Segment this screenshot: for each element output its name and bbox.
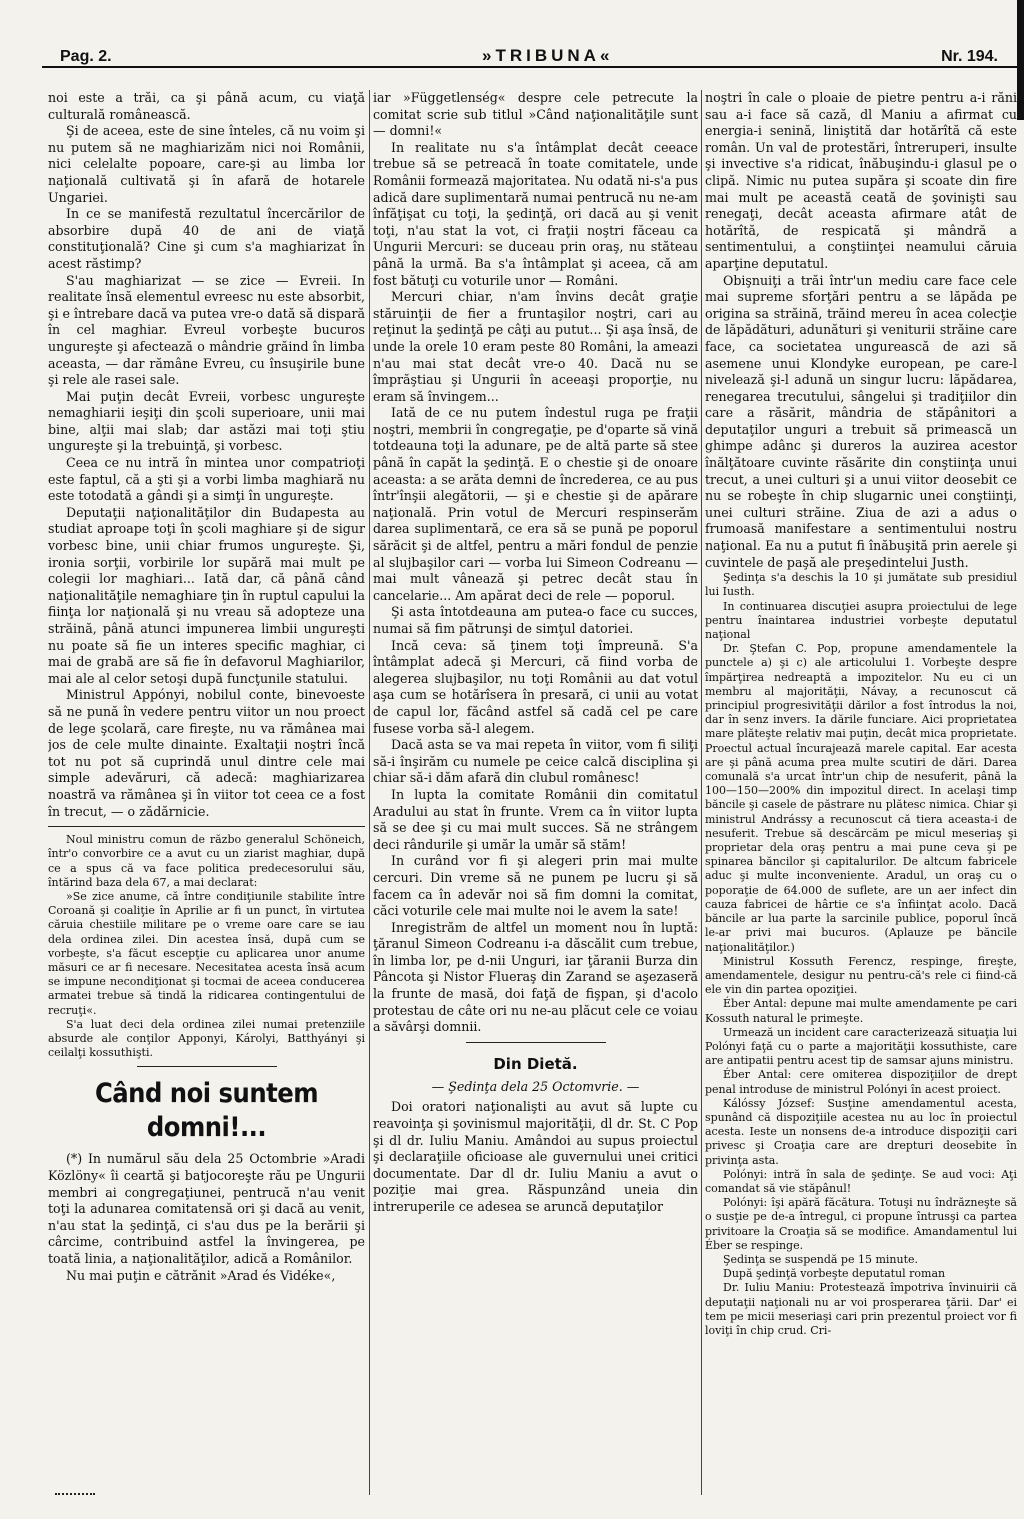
paragraph: Polónyi: intră în sala de şedinţe. Se aud voci: Aţi comandat să vie stăpânul! [705, 1167, 1017, 1195]
column-2 [373, 90, 698, 1500]
paragraph: noi este a trăi, ca şi până acum, cu viaţă culturală românească. [48, 90, 365, 122]
section-heading: Din Dietă. [493, 1054, 578, 1073]
paragraph: Éber Antal: depune mai multe amendamente pe cari Kossuth natural le primeşte. [705, 997, 1017, 1025]
paragraph: Kálóssy József: Susţine amendamentul acesta, spunând că dispoziţiile acestea nu au loc în proiectul acesta. Ieste un nonsens de-a introduce dispoziţii cari privesc şi Croaţia care are drepturi deosebite în privinţa asta. [705, 1096, 1017, 1167]
divider [137, 1066, 277, 1067]
paragraph: Mercuri chiar, n'am învins decât graţie stăruinţii de fier a fruntaşilor noştri, cari au reţinut la şedinţă pe câţi au putut... Şi aşa însă, de unde la orele 10 eram peste 80 Români, la ameazi n'au mai stat decât vre-o 40. Dacă nu se împrăştiau şi Ungurii în aceeaşi proporţie, nu eram să învingem... [373, 289, 698, 404]
paragraph: Inregistrăm de altfel un moment nou în luptă: ţăranul Simeon Codreanu i-a dăscălit cum trebue, în limba lor, pe d-nii Unguri, iar ţăranii Burza din Pâncota şi Nistor Flueraş din Zarand se aşezaseră la frunte de masă, doi faţă de fişpan, şi d'acolo protestau de câte ori nu ne-au plăcut cele ce voiau a săvârşi domnii. [373, 919, 698, 1035]
paragraph: Şi de aceea, este de sine înteles, că nu voim şi nu putem să ne maghiarizăm nici noi Românii, nici celelalte popoare, care-şi au limba lor naţională cultivată şi în afară de hotarele Ungariei. [48, 123, 365, 205]
divider [466, 1042, 606, 1043]
paragraph: Éber Antal: cere omiterea dispoziţiilor de drept penal introduse de ministrul Polónyi în acest proiect. [705, 1068, 1017, 1096]
footer-mark [55, 1493, 95, 1495]
paragraph: Şi asta întotdeauna am putea-o face cu succes, numai să fim pătrunşi de simţul datoriei. [373, 604, 698, 636]
paragraph: Obişnuiţi a trăi într'un mediu care face cele mai supreme sforţări pentru a se lăpăda pe origina sa străină, trăind mereu în acea colecţie de lăpădături, adunături şi veniturii străine care face, ca societatea ungurească de azi să asemene unui Klondyke european, pe care-l nivelează şi-l adună un singur lucru: lăpădarea, renegarea trecutului, sângelui şi tradiţiilor din care a răsărit, mândria de stăpânitori a deputaţilor unguri a trebuit să primească un ghimpe adânc şi dureros la auzirea acestor înălţătoare cuvinte răsărite din conştiinţa unui trecut, a unei culturi şi a unui viitor deosebit ce nu se robeşte în chip slugarnic unei conştiinţi, unei culturi străine. Ziua de azi a adus o frumoasă manifestare a sentimentului nostru naţional. Ea nu a putut fi înăbuşită prin aerele şi cuvintele de paşă ale preşedintelui Justh. [705, 272, 1017, 570]
page-number: Pag. 2. [60, 48, 112, 65]
paragraph: In lupta la comitate Românii din comitatul Aradului au stat în frunte. Vrem ca în viitor lupta să se dee şi cu mai mult succes. Să ne strângem deci rândurile şi umăr la umăr să stăm! [373, 786, 698, 852]
paragraph: (*) In numărul său dela 25 Octombrie »Aradi Közlöny« îi ceartă şi batjocoreşte rău pe Ungurii membri ai congregaţiunei, pentrucă n'au venit toţi la adunarea comitatensă ori şi dacă au venit, n'au stat la şedinţă, ci s'au dus pe la berării şi cârcime, contribuind astfel la învingerea, pe toată linia, a naţionalităţilor, adică a Românilor. [48, 1151, 365, 1266]
paragraph: Şedinţa se suspendă pe 15 minute. [723, 1252, 919, 1266]
paragraph: Urmează un incident care caracterizează situaţia lui Polónyi faţă cu o parte a majorităţii kossuthiste, care are antipatii pentru acest tip de samsar ajuns ministru. [705, 1025, 1017, 1068]
news-quote: »Se zice anume, că între condiţiunile stabilite între Coroană şi coaliţie în Aprilie ar fi un punct, în virtutea căruia chestiile militare pe o vreme oare care se iau dela ordinea zilei. Din acestea însă, după cum se vorbeşte, s'a făcut escepţie cu aplicarea unor anume măsuri ce ar fi necesare. Necesitatea acesta însă acum se impune necondiţionat şi tocmai de aceea conducerea armatei trebue să tindă la ridicarea contingentului de recruţi«. [48, 889, 365, 1017]
paragraph: Dr. Iuliu Maniu: Protestează împotriva învinuirii că deputaţii naţionali nu ar voi prosperarea ţării. Dar' ei tem pe micii meseriaşi cari prin prezentul proiect vor fi loviţi în chip crud. Cri- [705, 1281, 1017, 1337]
paragraph: In continuarea discuţiei asupra proiectului de lege pentru înaintarea industriei vorbeşte deputatul naţional [705, 599, 1017, 642]
header-rule [42, 66, 1020, 68]
paragraph: In curând vor fi şi alegeri prin mai multe cercuri. Din vreme să ne punem pe lucru şi să facem ca în adevăr noi să fim domni la comitat, căci voturile cele mai multe noi le avem la sate! [373, 853, 698, 919]
paragraph: Polónyi: îşi apără făcătura. Totuşi nu îndrăzneşte să o susţie pe de-a întregul, ci propune întrusşi ca partea privitoare la Croaţia să se modifice. Amandamentul lui Éber se respinge. [705, 1196, 1017, 1252]
paragraph: Deputaţii naţionalităţilor din Budapesta au studiat aproape toţi în şcoli maghiare şi de sigur vorbesc bine, unii chiar frumos ungureşte. Şi, ironia sorţii, vorbirile lor supără mai mult pe colegii lor maghiari... Iată dar, că până când naţionalităţile nemaghiare ţin în ruptul capului la fiinţa lor naţională şi nu vreau să adopteze una străină, până atunci impunerea limbii ungureşti nu poate să fie un interes specific maghiar, ci mai de grabă are să fie în defavorul Maghiarilor, mai ale al celor setoşi după funcţunile statului. [48, 504, 365, 686]
paragraph: In realitate nu s'a întâmplat decât ceeace trebue să se petreacă în toate comitatele, unde Românii formează majoritatea. Nu odată ni-s'a pus adică dare suplimentară numai pentrucă nu ne-am înfăţişat cu toţi, la şedinţă, ori dacă au şi venit toţi, n'au stat la vot, ci fraţii noştri făceau ca Ungurii Mercuri: se duceau prin oraş, nu stăteau până la urmă. Ba s'a întâmplat şi aceea, că am fost bătuţi cu voturile unor — Români. [373, 139, 698, 288]
paragraph: Dr. Ştefan C. Pop, propune amendamentele la punctele a) şi c) ale articolului 1. Vorbeşte despre împărţirea nedreaptă a impozitelor. Nu eu ci un membru al majorităţii, Návay, a recunoscut că principiul progresivităţii dărilor a fost întrodus la noi, dar în senz invers. Ia dările funciare. Aici proprietatea mare plăteşte relativ mai puţin, decât mica proprietate. Proectul actual încurajează marele capital. Ear acesta are şi până acuma prea multe scutiri de dări. Darea comunală s'a urcat într'un chip de nesuferit, până la 100—150—200% din impozitul direct. In acelaşi timp băncile şi casele de păstrare nu plătesc nimica. Chiar şi ministrul Andrássy a recunoscut că tiera aceasta-i de nesuferit. Trebue să descărcăm pe micul meseriaş şi proprietar dela oraş pentru a mai pune ceva şi pe spinarea băncilor şi capitalurilor. De altcum fabricele aduc şi multe inconveniente. Aradul, un oraş cu o poporaţie de 64.000 de suflete, are un aer infect din cauza fabricei de hârtie ce s'a înfiinţat acolo. Dacă băncile ar lua parte la sarcinile publice, poporul încă le-ar privi mai bucuros. (Aplauze pe băncile naţionalităţilor.) [705, 642, 1017, 954]
section-subtitle: — Şedinţa dela 25 Octomvrie. — [431, 1078, 640, 1094]
paragraph: Şedinţa s'a deschis la 10 şi jumătate sub presidiul lui Iusth. [705, 571, 1017, 599]
page-header [42, 22, 1020, 68]
paragraph: Ministrul Appónyi, nobilul conte, binevoeste să ne pună în vedere pentru viitor un nou proect de lege şcolară, care fireşte, nu va rămânea mai jos de cele multe dinainte. Exaltaţii noştri încă tot nu pot să cuprindă unul dintre cele mai simple adevăruri, că adecă: maghiarizarea noastră va rămânea şi în viitor tot ceea ce a fost în trecut, — o zădărnicie. [48, 687, 365, 819]
paragraph: Dacă asta se va mai repeta în viitor, vom fi siliţi să-i înşirăm cu numele pe ceice calcă disciplina şi chiar să-i dăm afară din clubul românesc! [373, 737, 698, 786]
paragraph: Incă ceva: să ţinem toţi împreună. S'a întâmplat adecă şi Mercuri, că fiind vorba de alegerea slujbaşilor, nu toţi Românii au dat votul aşa cum se hotărîsera în presară, ci unii au votat de capul lor, făcând astfel să cadă cel pe care fusese vorba să-l alegem. [373, 637, 698, 736]
paragraph: Nu mai puţin e cătrănit »Arad és Vidéke«, [66, 1267, 336, 1283]
divider [48, 826, 365, 827]
issue-number: Nr. 194. [941, 48, 998, 65]
paragraph: Ceea ce nu intră în mintea unor compatrioţi este faptul, că a şti şi a vorbi limba maghiară nu este totodată a gândi şi a simţi în ungureşte. [48, 455, 365, 504]
column-divider [369, 90, 370, 1495]
newspaper-title: »TRIBUNA« [482, 46, 614, 65]
paragraph: Iată de ce nu putem îndestul ruga pe fraţii noştri, membrii în congregaţie, pe d'oparte să vină totdeauna toţi la adunare, pe de altă parte să stee până în capăt la şedinţă. E o chestie şi de onoare aceasta: a se arăta demni de încrederea, ce au pus într'înşii alegătorii, — şi e chestie şi de apărare naţională. Prin votul de Mercuri respinserăm darea suplimentară, ce era să se pună pe poporul sărăcit şi de altfel, pentru a mări fondul de penzie al slujbaşilor cari — vorba lui Simeon Codreanu — mai mult vânează şi petrec decât stau în cancelarie... Am apărat deci de rele — poporul. [373, 405, 698, 603]
paragraph: S'au maghiarizat — se zice — Evreii. In realitate însă elementul evreesc nu este absorbit, şi e întrebare dacă va putea vre-o dată să dispară în cel maghiar. Evreul vorbeşte bucuros ungureşte şi afectează o mândrie grăind în limba aceasta, — dar rămâne Evreu, cu însuşirile bune şi rele ale rasei sale. [48, 272, 365, 388]
paragraph: Ministrul Kossuth Ferencz, respinge, fireşte, amendamentele, desigur nu pentru-că's rele ci fiind-că ele vin din partea opoziţiei. [705, 954, 1017, 997]
article-heading: Când noi suntem domni!... [94, 1078, 319, 1144]
paragraph: După şedinţă vorbeşte deputatul roman [723, 1267, 946, 1281]
news-item: Noul ministru comun de războ generalul Schöneich, într'o convorbire ce a avut cu un ziarist maghiar, după ce a spus că va face politica predecesorului său, întărind baza dela 67, a mai declarat: [48, 833, 365, 889]
paragraph: In ce se manifestă rezultatul încercărilor de absorbire după 40 de ani de viaţă constituţională? Cine şi cum s'a maghiarizat în acest răstimp? [48, 206, 365, 271]
column-1 [48, 90, 365, 1500]
news-item: S'a luat deci dela ordinea zilei numai pretenziile absurde ale conţilor Apponyi, Károlyi, Batthyányi şi ceilalţi kossuthişti. [48, 1017, 365, 1060]
paragraph: Doi oratori naţionalişti au avut să lupte cu reavoinţa şi şovinismul majorităţii, dl dr. St. C Pop şi dl dr. Iuliu Maniu. Amândoi au supus proiectul şi declaraţiile oficioase ale guvernului unei critici documentate. Dar dl dr. Iuliu Maniu a avut o poziţie mai grea. Răspunzând uneia din intreruperile ce adesea se aruncă deputaţilor [373, 1099, 698, 1214]
paragraph: iar »Függetlenség« despre cele petrecute la comitat scrie sub titlul »Când naţionalităţile sunt — domni!« [373, 90, 698, 139]
paragraph: noştri în cale o ploaie de pietre pentru a-i răni sau a-i face să cază, dl Maniu a afirmat cu energia-i senină, liniştită dar hotărîtă că este român. Un val de protestări, întreruperi, insulte şi invective s'a ridicat, înăbuşindu-i glasul pe o clipă. Nimic nu putea supăra şi scoate din fire mai mult pe această ceată de şovinişti sau renegaţi, decât aceasta afirmare atât de hotărîtă, de respicată şi mândră a sentimentului, a conştiinţei neamului căruia aparţine deputatul. [705, 90, 1017, 271]
column-divider [701, 90, 702, 1495]
paragraph: Mai puţin decât Evreii, vorbesc ungureşte nemaghiarii ieşiţi din şcoli superioare, unii mai bine, alţii mai slab; dar astăzi mai toţi ştiu ungureşte şi la trebuinţă, şi vorbesc. [48, 388, 365, 454]
column-3 [705, 90, 1017, 1500]
